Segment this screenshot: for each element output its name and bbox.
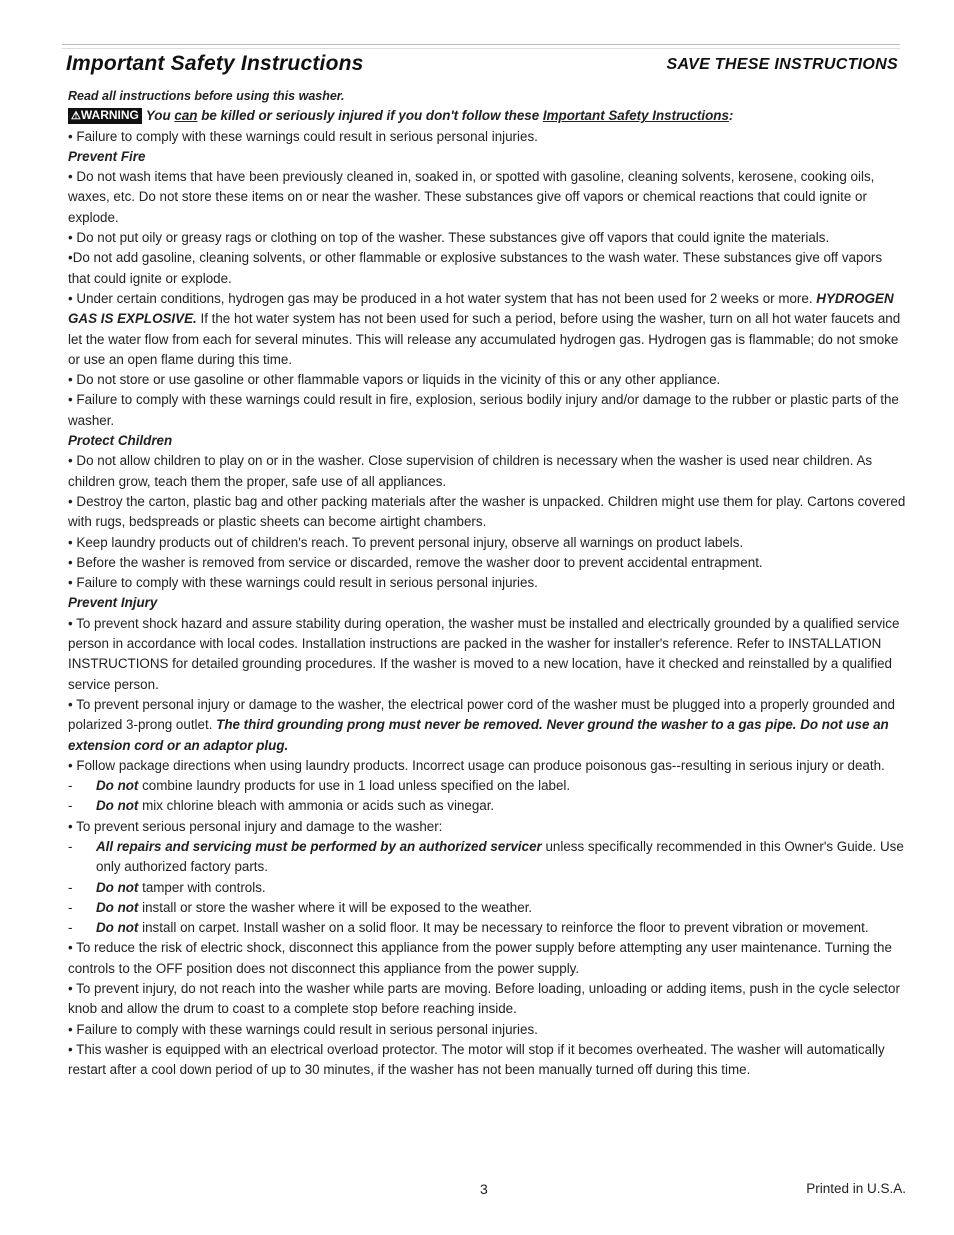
children-bullet: • Destroy the carton, plastic bag and other packing materials after the washer is unpacked. Children might use them for play. Cartons covered with rugs, bedspreads or plastic sheets can become airtight chambers. [68,493,906,530]
text: install on carpet. Install washer on a solid floor. It may be necessary to reinforce the floor to prevent vibration or movement. [138,920,869,936]
text: • Under certain conditions, hydrogen gas may be produced in a hot water system that has not been used for 2 weeks or more. [68,290,817,306]
dash-item [68,918,906,938]
fire-bullet: • Do not put oily or greasy rags or clothing on top of the washer. These substances give off vapors that could ignite the materials. [68,230,830,246]
emphasis: All repairs and servicing must be performed by an authorized servicer [96,838,542,854]
page-title: Important Safety Instructions [66,52,364,75]
hydrogen-warning: HYDROGEN GAS IS EXPLOSIVE. [68,290,894,327]
printed-in-label: Printed in U.S.A. [806,1181,906,1196]
fire-bullet-hydrogen [68,289,906,370]
dash-mark: - [68,879,73,895]
warning-badge [68,108,142,124]
dash-mark: - [68,920,73,936]
children-bullet: • Failure to comply with these warnings could result in serious personal injuries. [68,575,538,591]
children-bullet: • Do not allow children to play on or in the washer. Close supervision of children is necessary when the washer is used near children. As children grow, teach them the proper, safe use of all appliances. [68,453,873,489]
warning-line [68,106,906,126]
save-instructions-label: SAVE THESE INSTRUCTIONS [666,56,898,73]
injury-bullet: • To prevent serious personal injury and damage to the washer: [68,818,443,834]
warning-text: be killed or seriously injured if you don't follow these [197,108,543,124]
warning-text: : [728,108,734,124]
dash-mark: - [68,899,73,915]
injury-bullet: • To reduce the risk of electric shock, disconnect this appliance from the power supply before attempting any user maintenance. Turning the controls to the OFF position does not disconnect this appliance from the power supply. [68,940,892,976]
fire-bullet: • Do not store or use gasoline or other flammable vapors or liquids in the vicinity of this or any other appliance. [68,372,721,388]
dash-mark: - [68,798,73,814]
document-body [68,86,906,1081]
injury-bullet: • To prevent injury, do not reach into the washer while parts are moving. Before loading, unloading or adding items, push in the cycle selector knob and allow the drum to coast to a complete stop before reaching inside. [68,981,900,1017]
text: unless specifically recommended in this Owner's Guide. Use only authorized factory parts. [96,838,904,875]
emphasis: Do not [96,798,139,814]
warning-text: You [145,108,175,124]
fire-bullet: • Do not wash items that have been previously cleaned in, soaked in, or spotted with gasoline, cleaning solvents, kerosene, cooking oils, waxes, etc. Do not store these items on or near the washer. These substances give off vapors or chemical reactions that could ignite or explode. [68,169,875,225]
children-bullet: • Before the washer is removed from service or discarded, remove the washer door to prevent accidental entrapment. [68,554,763,570]
warning-can: can [174,108,198,124]
emphasis: Do not [96,778,139,794]
text: tamper with controls. [138,879,266,895]
injury-bullet: • Failure to comply with these warnings could result in serious personal injuries. [68,1021,538,1037]
text: combine laundry products for use in 1 load unless specified on the label. [138,778,571,794]
injury-bullet-grounding [68,695,906,756]
fire-bullet: • Failure to comply with these warnings could result in fire, explosion, serious bodily injury and/or damage to the rubber or plastic parts of the washer. [68,392,899,428]
dash-item [68,837,906,878]
children-bullet: • Keep laundry products out of children's reach. To prevent personal injury, observe all warnings on product labels. [68,534,744,550]
text: If the hot water system has not been used for such a period, before using the washer, turn on all hot water faucets and let the water flow from each for several minutes. This will release any accumulated hydrogen gas. Hydrogen gas is flammable; do not smoke or use an open flame during this time. [68,311,901,367]
grounding-warning: The third grounding prong must never be removed. Never ground the washer to a gas pipe. Do not use an extension cord or an adaptor plug. [68,717,889,753]
dash-item [68,796,906,816]
text: install or store the washer where it will be exposed to the weather. [138,899,533,915]
emphasis: Do not [96,899,139,915]
dash-mark: - [68,778,73,794]
injury-bullet: • To prevent shock hazard and assure stability during operation, the washer must be installed and electrically grounded by a qualified service person in accordance with local codes. Installation instructions are packed in the washer for installer's reference. Refer to INSTALLATION INSTRUCTIONS for detailed grounding procedures. If the washer is moved to a new location, have it checked and reinstalled by a qualified service person. [68,615,900,692]
fire-bullet: •Do not add gasoline, cleaning solvents, or other flammable or explosive substances to the wash water. These substances give off vapors that could ignite or explode. [68,250,883,286]
warning-badge-label: WARNING [80,108,139,123]
injury-bullet: • Follow package directions when using laundry products. Incorrect usage can produce poisonous gas--resulting in serious injury or death. [68,757,885,773]
section-heading-prevent-injury: Prevent Injury [68,595,158,611]
text: mix chlorine bleach with ammonia or acids such as vinegar. [138,798,495,814]
emphasis: Do not [96,879,139,895]
header-rule [62,44,900,49]
emphasis: Do not [96,920,139,936]
page-number: 3 [480,1181,488,1197]
dash-item [68,878,906,898]
intro-bullet: • Failure to comply with these warnings could result in serious personal injuries. [68,128,538,144]
warning-safety-instructions-ref: Important Safety Instructions [542,108,729,124]
text: • To prevent personal injury or damage to the washer, the electrical power cord of the washer must be plugged into a properly grounded and polarized 3-prong outlet. [68,696,895,733]
section-heading-prevent-fire: Prevent Fire [68,148,146,164]
page-header [66,52,898,80]
dash-mark: - [68,838,73,854]
dash-item [68,898,906,918]
section-heading-protect-children: Protect Children [68,433,173,449]
warning-triangle-icon: ⚠ [71,110,81,123]
dash-item [68,776,906,796]
read-all-note: Read all instructions before using this washer. [68,89,345,103]
injury-bullet: • This washer is equipped with an electrical overload protector. The motor will stop if it becomes overheated. The washer will automatically restart after a cool down period of up to 30 minutes, if the washer has not been manually turned off during this time. [68,1041,885,1078]
